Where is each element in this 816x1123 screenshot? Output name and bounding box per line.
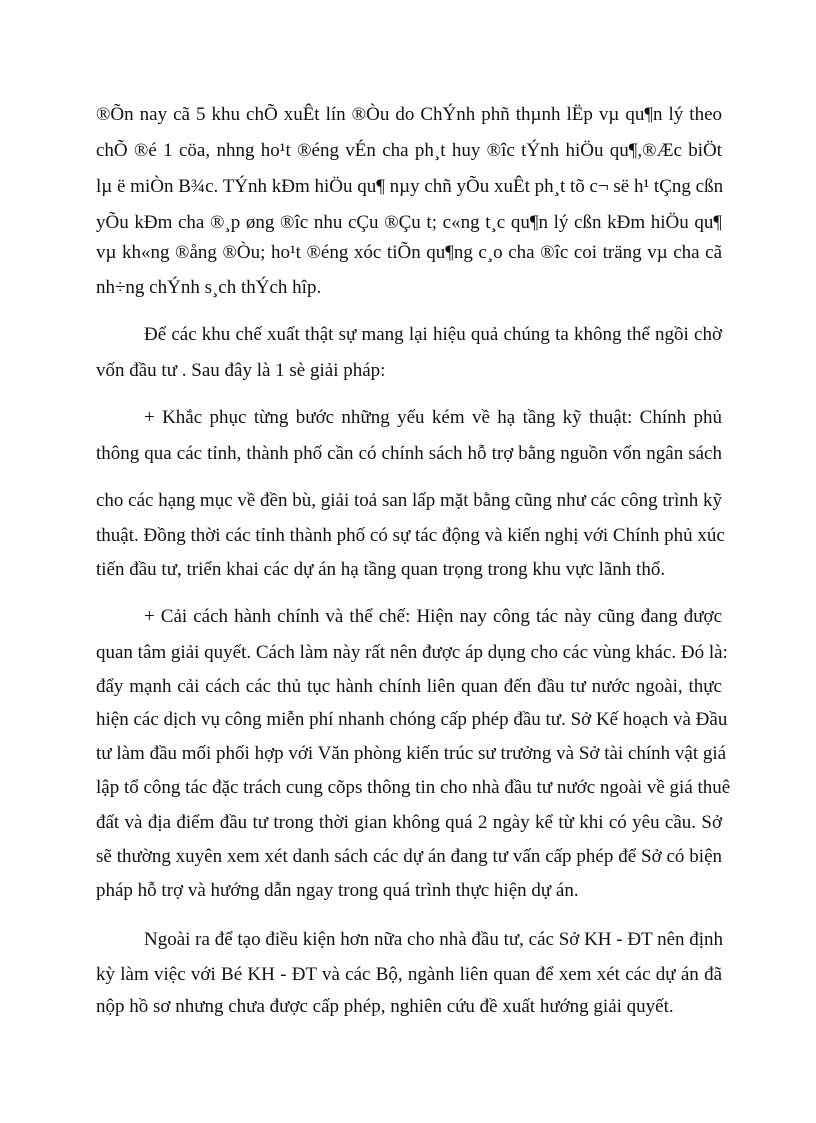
- text-line: Ngoài ra để tạo điều kiện hơn nữa cho nhà đầu tư, các Sở KH - ĐT nên định: [144, 929, 724, 950]
- text-line: kỳ làm việc với Bé KH - ĐT và các Bộ, ngành liên quan để xem xét các dự án đã: [96, 964, 722, 985]
- text-line: + Cải cách hành chính và thể chế: Hiện nay công tác này cũng đang được: [144, 606, 722, 627]
- text-line: cho các hạng mục về đền bù, giải toả san lấp mặt bằng cũng như các công trình kỹ: [96, 490, 723, 511]
- text-line: nh÷ng chÝnh s¸ch thÝch hîp.: [96, 277, 322, 298]
- text-line: + Khắc phục từng bước những yếu kém về hạ tầng kỹ thuật: Chính phủ: [144, 407, 722, 428]
- text-line: thông qua các tỉnh, thành phố cần có chính sách hỗ trợ bằng nguồn vốn ngân sách: [96, 443, 722, 464]
- text-line: tư làm đầu mối phối hợp với Văn phòng kiến trúc sư trưởng và Sở tài chính vật giá: [96, 743, 727, 764]
- text-line: đất và địa điểm đầu tư trong thời gian không quá 2 ngày kể từ khi có yêu cầu. Sở: [96, 812, 722, 833]
- text-line: ®Õn nay cã 5 khu chÕ xuÊt lín ®Òu do ChÝnh phñ thµnh lËp vµ qu¶n lý theo: [96, 104, 722, 125]
- text-line: vốn đầu tư . Sau đây là 1 sè giải pháp:: [96, 360, 386, 381]
- text-line: thuật. Đồng thời các tỉnh thành phố có sự tác động và kiến nghị với Chính phủ xúc: [96, 525, 725, 546]
- text-line: Để các khu chế xuất thật sự mang lại hiệu quả chúng ta không thể ngồi chờ: [144, 324, 722, 345]
- text-line: lµ ë miÒn B¾c. TÝnh kÐm hiÖu qu¶ nµy chñ yÕu xuÊt ph¸t tõ c¬ së h¹ tÇng cßn: [96, 176, 724, 197]
- text-line: vµ kh«ng ®ång ®Òu; ho¹t ®éng xóc tiÕn qu¶ng c¸o cha ®îc coi träng vµ cha cã: [96, 242, 722, 263]
- text-line: quan tâm giải quyết. Cách làm này rất nên được áp dụng cho các vùng khác. Đó là:: [96, 642, 728, 663]
- text-line: yÕu kÐm cha ®¸p øng ®îc nhu cÇu ®Çu t; c«ng t¸c qu¶n lý cßn kÐm hiÖu qu¶: [96, 212, 722, 233]
- text-line: sẽ thường xuyên xem xét danh sách các dự án đang tư vấn cấp phép để Sở có biện: [96, 846, 722, 867]
- text-line: hiện các dịch vụ công miễn phí nhanh chóng cấp phép đầu tư. Sở Kế hoạch và Đầu: [96, 709, 728, 730]
- text-line: đẩy mạnh cải cách các thủ tục hành chính liên quan đến đầu tư nước ngoài, thực: [96, 676, 722, 697]
- text-line: nộp hồ sơ nhưng chưa được cấp phép, nghiên cứu đề xuất hướng giải quyết.: [96, 996, 674, 1017]
- text-line: tiến đầu tư, triển khai các dự án hạ tầng quan trọng trong khu vực lãnh thổ.: [96, 559, 666, 580]
- text-line: chÕ ®é 1 cöa, nhng ho¹t ®éng vÉn cha ph¸t huy ®îc tÝnh hiÖu qu¶,®Æc biÖt: [96, 140, 722, 161]
- text-line: lập tổ công tác đặc trách cung cõps thông tin cho nhà đầu tư nước ngoài về giá thuê: [96, 777, 731, 798]
- text-line: pháp hỗ trợ và hướng dẫn ngay trong quá trình thực hiện dự án.: [96, 880, 579, 901]
